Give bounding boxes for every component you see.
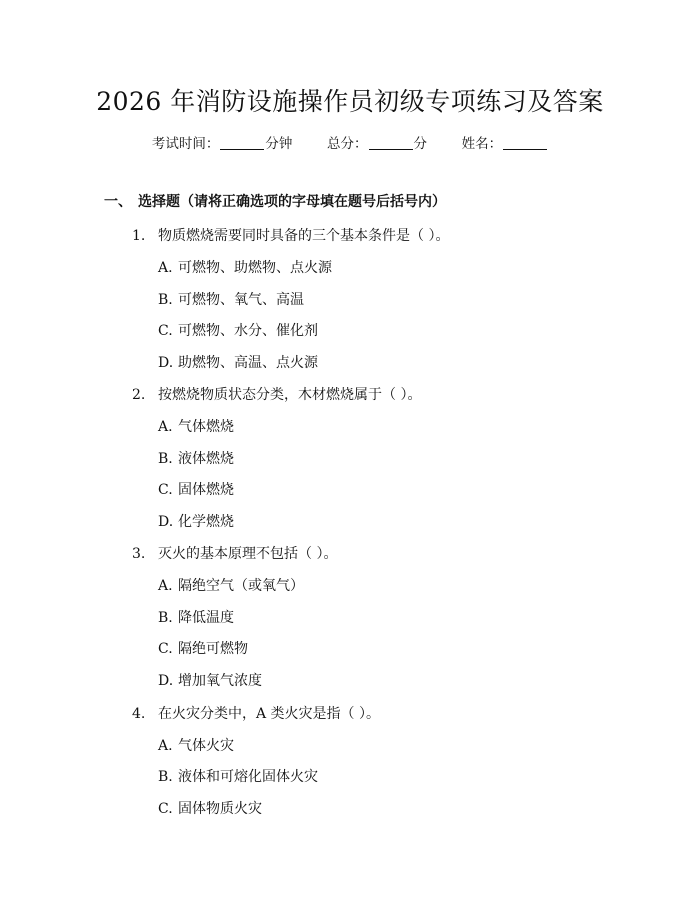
document-title: 2026 年消防设施操作员初级专项练习及答案 (96, 87, 604, 116)
question-4-option-a (158, 735, 234, 755)
option-text: 增加氧气浓度 (178, 673, 262, 689)
question-1-option-d (158, 352, 318, 372)
name-blank (503, 148, 547, 150)
option-text: 可燃物、氧气、高温 (178, 292, 304, 308)
question-3 (132, 543, 337, 563)
question-1 (132, 225, 449, 245)
option-text: 隔绝空气（或氧气） (178, 578, 304, 594)
exam-time-blank (220, 148, 264, 150)
question-number: 4. (132, 706, 146, 722)
option-letter: B. (158, 610, 173, 626)
option-text: 降低温度 (178, 610, 234, 626)
question-3-option-c (158, 638, 248, 658)
total-score-label: 总分： (327, 136, 368, 152)
option-text: 固体物质火灾 (178, 801, 262, 817)
option-letter: D. (158, 355, 174, 371)
option-letter: D. (158, 514, 174, 530)
question-3-option-d (158, 670, 262, 690)
section-title: 选择题（请将正确选项的字母填在题号后括号内） (138, 194, 446, 210)
option-text: 化学燃烧 (178, 514, 234, 530)
question-1-option-a (158, 257, 332, 277)
question-3-option-a (158, 575, 304, 595)
option-letter: A. (158, 578, 173, 594)
section-heading (104, 191, 446, 211)
exam-time-unit: 分钟 (265, 136, 293, 152)
question-2 (132, 384, 421, 404)
question-2-option-d (158, 511, 234, 531)
option-letter: C. (158, 641, 173, 657)
option-letter: D. (158, 673, 174, 689)
option-letter: C. (158, 482, 173, 498)
option-letter: A. (158, 738, 173, 754)
option-text: 液体燃烧 (178, 451, 234, 467)
option-letter: C. (158, 323, 173, 339)
question-2-option-b (158, 448, 234, 468)
question-4-option-c (158, 798, 262, 818)
option-letter: B. (158, 769, 173, 785)
question-3-option-b (158, 607, 234, 627)
option-text: 助燃物、高温、点火源 (178, 355, 318, 371)
question-4 (132, 703, 380, 723)
question-4-option-b (158, 766, 318, 786)
option-text: 气体燃烧 (178, 419, 234, 435)
exam-meta-line (0, 132, 700, 152)
option-text: 气体火灾 (178, 738, 234, 754)
option-letter: B. (158, 292, 173, 308)
section-number: 一、 (104, 194, 132, 210)
option-text: 隔绝可燃物 (178, 641, 248, 657)
question-1-option-c (158, 320, 318, 340)
option-letter: A. (158, 260, 173, 276)
option-letter: C. (158, 801, 173, 817)
question-text: 按燃烧物质状态分类，木材燃烧属于（ ）。 (158, 387, 422, 403)
option-text: 液体和可熔化固体火灾 (178, 769, 318, 785)
question-text: 物质燃烧需要同时具备的三个基本条件是（ ）。 (158, 228, 450, 244)
question-2-option-a (158, 416, 234, 436)
name-label: 姓名： (461, 136, 503, 152)
total-score-unit: 分 (413, 136, 427, 152)
exam-time-label: 考试时间： (151, 136, 220, 152)
question-text: 灭火的基本原理不包括（ ）。 (158, 546, 338, 562)
option-letter: B. (158, 451, 173, 467)
question-2-option-c (158, 479, 234, 499)
option-text: 固体燃烧 (178, 482, 234, 498)
option-text: 可燃物、水分、催化剂 (178, 323, 318, 339)
option-text: 可燃物、助燃物、点火源 (178, 260, 332, 276)
question-number: 2. (132, 387, 146, 403)
question-number: 3. (132, 546, 146, 562)
question-text: 在火灾分类中，A 类火灾是指（ ）。 (158, 706, 381, 722)
option-letter: A. (158, 419, 173, 435)
question-1-option-b (158, 289, 304, 309)
total-score-blank (369, 148, 413, 150)
question-number: 1. (132, 228, 146, 244)
